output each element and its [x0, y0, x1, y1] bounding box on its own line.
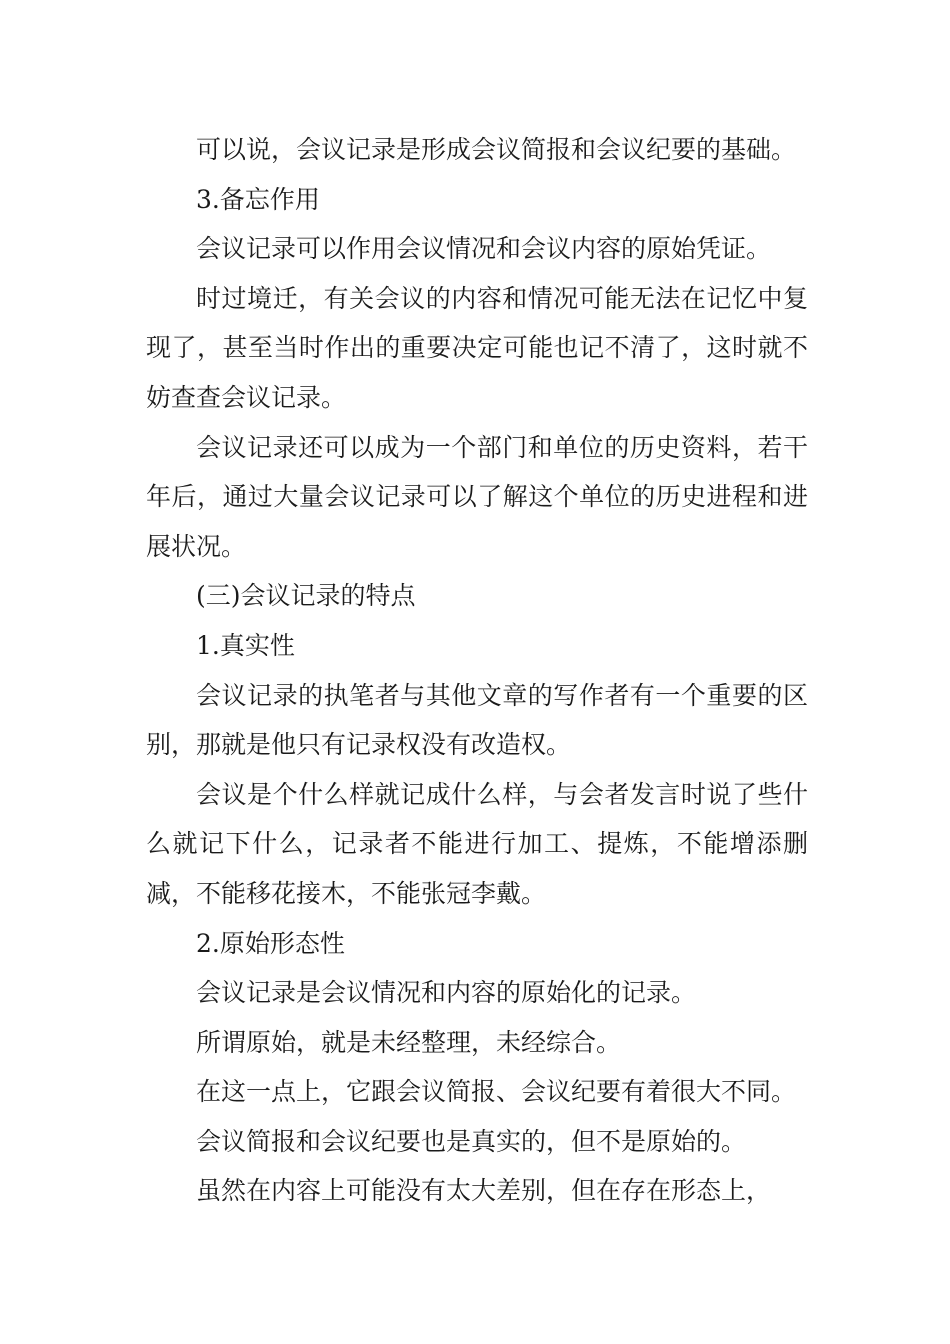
paragraph: 可以说，会议记录是形成会议简报和会议纪要的基础。	[196, 135, 797, 164]
document-body	[146, 125, 808, 1216]
paragraph: 在这一点上，它跟会议简报、会议纪要有着很大不同。	[196, 1077, 797, 1107]
paragraph: 会议记录的执笔者与其他文章的写作者有一个重要的区别，那就是他只有记录权没有改造权。	[146, 680, 808, 760]
section-heading: 3.备忘作用	[196, 184, 320, 214]
paragraph: 会议记录是会议情况和内容的原始化的记录。	[196, 978, 697, 1008]
paragraph: 会议是个什么样就记成什么样，与会者发言时说了些什么就记下什么，记录者不能进行加工、提炼，不能增添删减，不能移花接木，不能张冠李戴。	[146, 779, 808, 908]
paragraph: 所谓原始，就是未经整理，未经综合。	[196, 1027, 622, 1057]
section-heading: 2.原始形态性	[196, 928, 345, 958]
paragraph: 时过境迁，有关会议的内容和情况可能无法在记忆中复现了，甚至当时作出的重要决定可能也记不清了，这时就不妨查查会议记录。	[146, 283, 808, 412]
section-heading: (三)会议记录的特点	[196, 581, 416, 611]
paragraph: 会议简报和会议纪要也是真实的，但不是原始的。	[196, 1126, 747, 1156]
paragraph: 虽然在内容上可能没有太大差别，但在存在形态上，	[196, 1176, 772, 1206]
paragraph: 会议记录可以作用会议情况和会议内容的原始凭证。	[196, 234, 772, 264]
section-heading: 1.真实性	[196, 630, 295, 660]
paragraph: 会议记录还可以成为一个部门和单位的历史资料，若干年后，通过大量会议记录可以了解这个单位的历史进程和进展状况。	[146, 432, 808, 561]
